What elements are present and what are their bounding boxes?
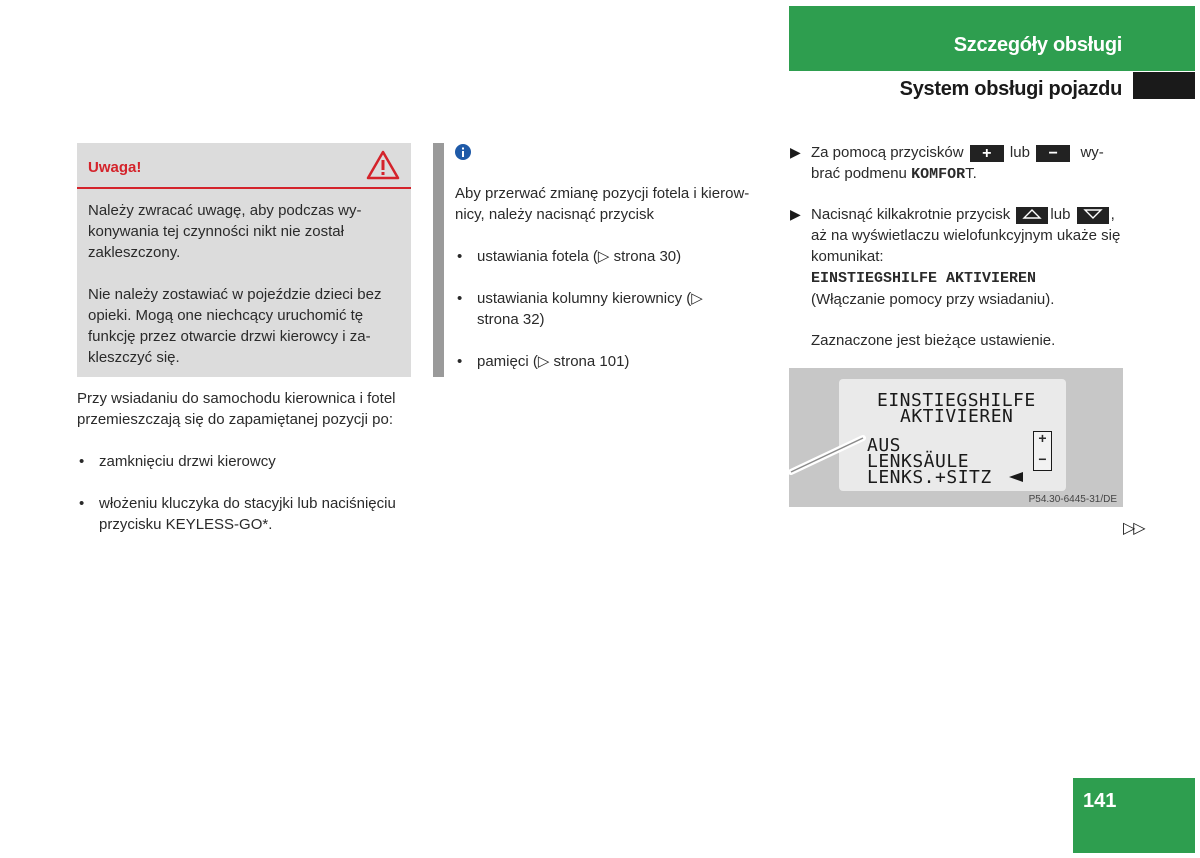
selection-marker-icon [1009, 469, 1023, 487]
lcd-line: EINSTIEGSHILFE [877, 390, 1036, 411]
step-1-text-c: brać podmenu [811, 165, 907, 182]
bullet-dot: • [457, 290, 463, 307]
warning-header [77, 143, 411, 189]
bullet-dot: • [457, 353, 463, 370]
pointer-stick-icon [789, 428, 869, 478]
section-title: Szczegóły obsługi [953, 34, 1122, 56]
step-1 [811, 142, 1131, 185]
bullet-dot: • [457, 248, 463, 265]
step-2-lub: lub [1050, 206, 1071, 223]
warning-title: Uwaga! [88, 159, 142, 176]
continued-icon: ▷▷ [1123, 520, 1144, 537]
step-1-lub: lub [1009, 144, 1030, 161]
lcd-option: LENKSÄULE [867, 451, 970, 472]
lcd-option: AUS [867, 435, 902, 456]
current-setting-note: Zaznaczone jest bieżące ustawienie. [811, 332, 1056, 349]
display-illustration [789, 368, 1123, 507]
left-bullet: włożeniu kluczyka do stacyjki lub naciśnięciu przycisku KEYLESS-GO*. [99, 495, 396, 533]
subsection-title: System obsługi pojazdu [899, 78, 1122, 100]
arrow-up-button-icon [1016, 207, 1048, 224]
step-2 [811, 204, 1131, 310]
scroll-minus-icon: − [1038, 451, 1047, 467]
info-bullet: ustawiania fotela (▷ strona 30) [477, 248, 682, 265]
info-icon [455, 144, 471, 165]
display-message: EINSTIEGSHILFE AKTIVIEREN [811, 270, 1037, 287]
step-1-text: Za pomocą przycisków [811, 144, 964, 161]
step-2-comma: , [1110, 206, 1115, 223]
multifunction-display [839, 379, 1066, 491]
figure-reference: P54.30-6445-31/DE [1028, 494, 1117, 505]
warning-paragraph: Należy zwracać uwagę, aby podczas wy-konywania tej czynności nikt nie został zakleszczony. [88, 202, 362, 261]
step-2-text: Nacisnąć kilkakrotnie przycisk [811, 206, 1011, 223]
section-header [789, 6, 1195, 71]
step-2-text-c: (Włączanie pomocy przy wsiadaniu). [811, 291, 1055, 308]
page-number-box [1073, 778, 1195, 853]
step-1-text-d: T. [965, 165, 977, 182]
info-bullet: ustawiania kolumny kierownicy (▷ strona 32) [477, 290, 703, 328]
lcd-line: AKTIVIEREN [900, 406, 1014, 427]
warning-paragraph: Nie należy zostawiać w pojeździe dzieci bez opieki. Mogą one niechcący uruchomić tę funkcję przez otwarcie drzwi kierowcy i za-kleszczyć się. [88, 286, 382, 366]
info-side-bar [433, 143, 444, 377]
step-1-text-b: wy- [1080, 144, 1104, 161]
komfort-menu-name: KOMFOR [911, 166, 966, 183]
lcd-option-selected: LENKS.+SITZ [867, 467, 992, 488]
info-bullet: pamięci (▷ strona 101) [477, 353, 630, 370]
step-2-text-b: aż na wyświetlaczu wielofunkcyjnym ukaże się komunikat: [811, 227, 1121, 265]
arrow-down-button-icon [1077, 207, 1109, 224]
header-marker [1133, 72, 1195, 99]
page-number: 141 [1083, 790, 1117, 812]
bullet-dot: • [79, 453, 85, 470]
scroll-indicator [1033, 431, 1052, 471]
info-text: Aby przerwać zmianę pozycji fotela i kierow-nicy, należy nacisnąć przycisk [455, 185, 750, 223]
scroll-plus-icon: + [1038, 430, 1047, 446]
bullet-dot: • [79, 495, 85, 512]
plus-button-icon: + [970, 145, 1004, 162]
warning-box [77, 143, 411, 377]
left-intro: Przy wsiadaniu do samochodu kierownica i fotel przemieszczają się do zapamiętanej pozycji po: [77, 390, 396, 428]
step-arrow-icon: ▶ [790, 144, 801, 160]
left-bullet: zamknięciu drzwi kierowcy [99, 453, 276, 470]
warning-triangle-icon [366, 150, 400, 185]
minus-button-icon: − [1036, 145, 1070, 162]
step-arrow-icon: ▶ [790, 206, 801, 222]
